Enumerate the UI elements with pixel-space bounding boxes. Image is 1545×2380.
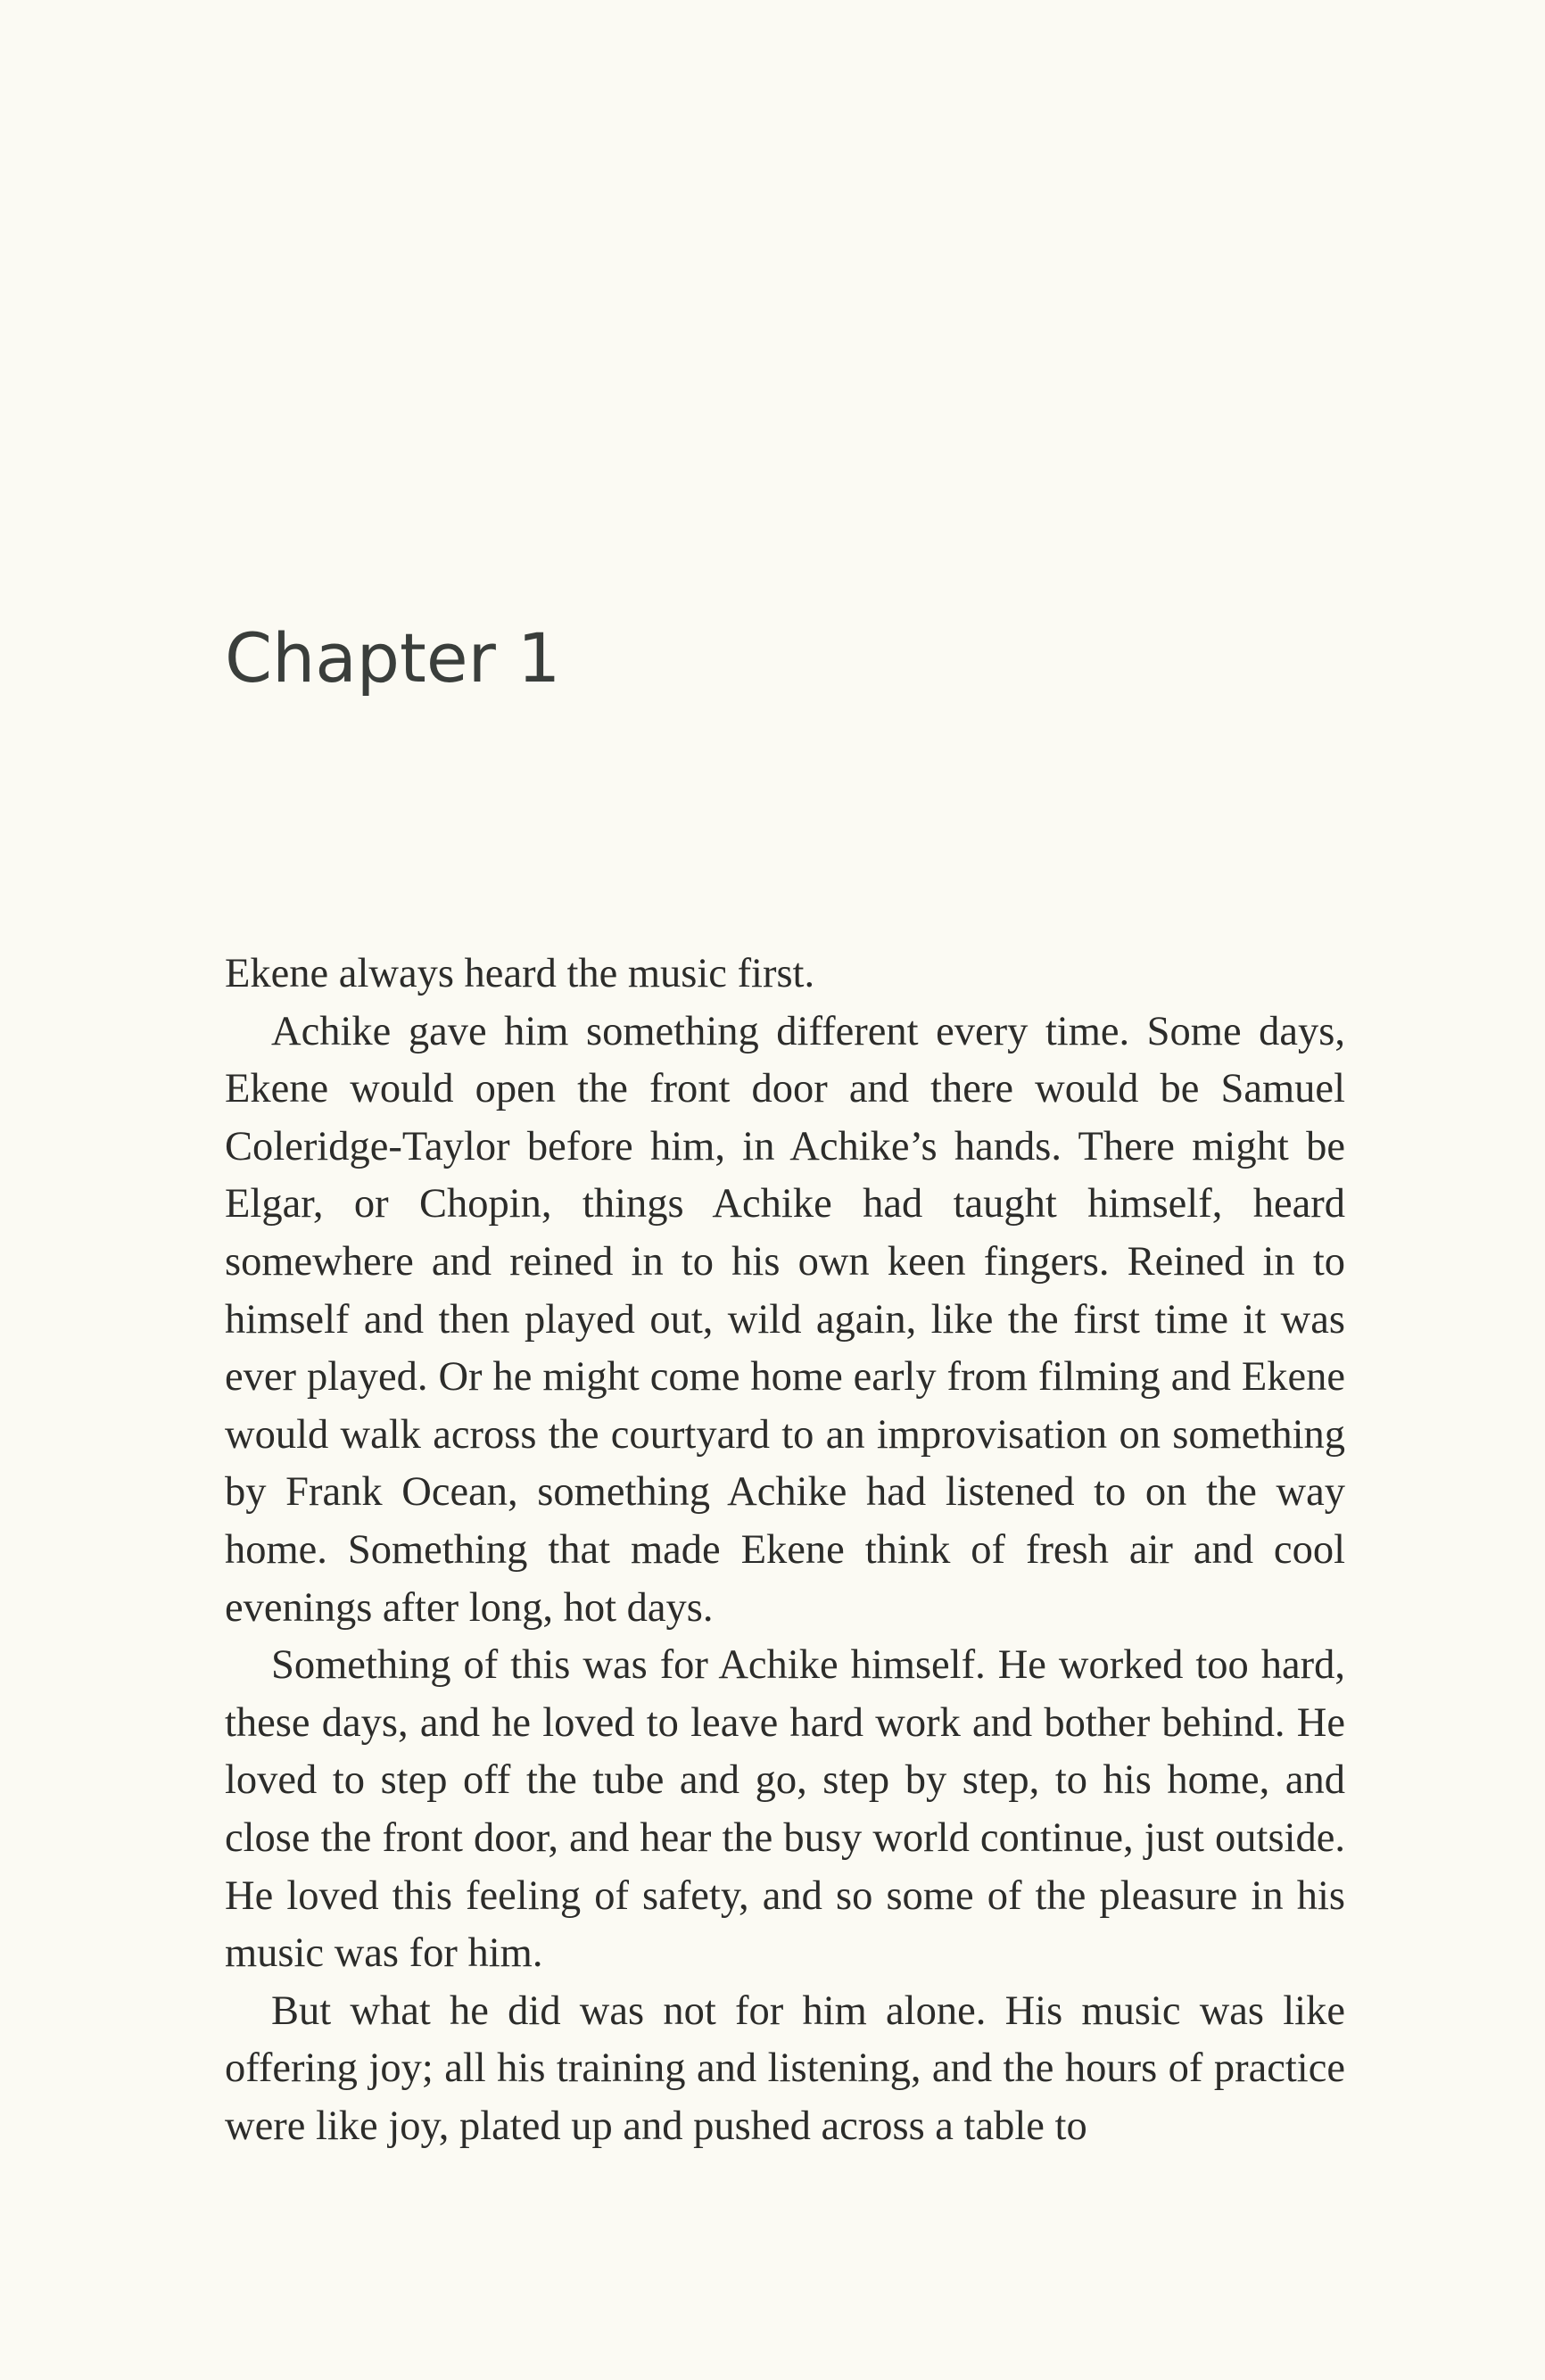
chapter-body	[225, 946, 1345, 2155]
paragraph-1: Ekene always heard the music first.	[225, 951, 815, 996]
paragraph-3: Something of this was for Achike himself. He worked too hard, these days, and he loved to leave hard work and bother behind. He loved to step off the tube and go, step by step, to his home, and close the front door, and hear the busy world continue, just outside. He loved this feeling of safety, and so some of the pleasure in his music was for him.	[225, 1642, 1345, 1977]
paragraph-2: Achike gave him something different every time. Some days, Ekene would open the front door and there would be Samuel Coleridge-Taylor before him, in Achike’s hands. There might be Elgar, or Chopin, things Achike had taught himself, heard somewhere and reined in to his own keen fingers. Reined in to himself and then played out, wild again, like the first time it was ever played. Or he might come home early from filming and Ekene would walk across the courtyard to an improvisation on something by Frank Ocean, something Achike had listened to on the way home. Something that made Ekene think of fresh air and cool evenings after long, hot days.	[225, 1008, 1345, 1631]
chapter-title: Chapter 1	[225, 618, 561, 698]
paragraph-4: But what he did was not for him alone. His music was like offering joy; all his training and listening, and the hours of practice were like joy, plated up and pushed across a table to	[225, 1987, 1345, 2149]
